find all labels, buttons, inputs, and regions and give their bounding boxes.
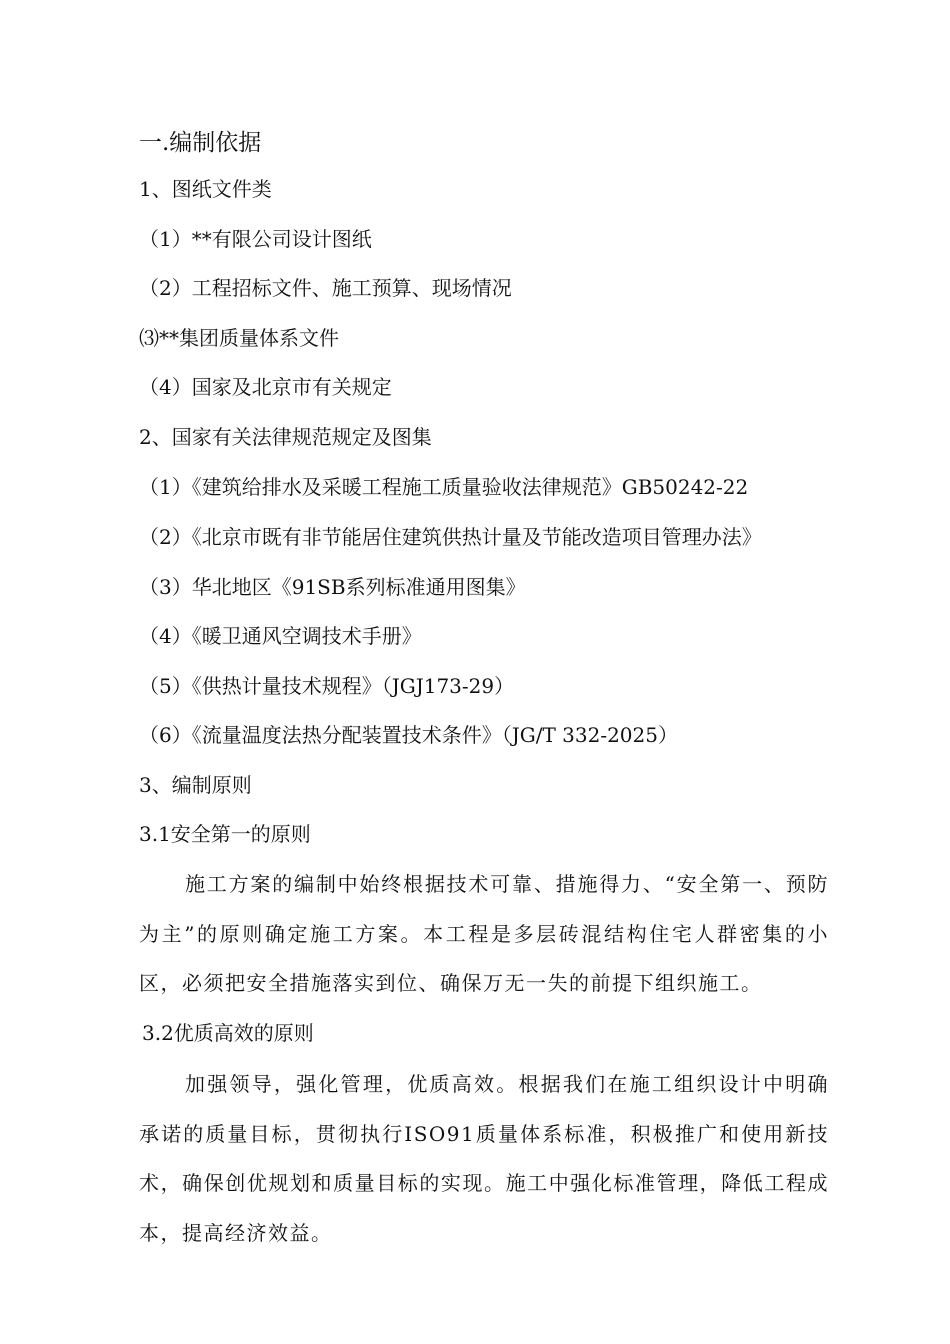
section1-item: （1）**有限公司设计图纸 bbox=[139, 227, 372, 251]
subsection-3-2-title: 3.2优质高效的原则 bbox=[142, 1021, 314, 1045]
section2-item: （6）《流量温度法热分配装置技术条件》（JG/T 332-2025） bbox=[139, 723, 678, 747]
section2-item: （2）《北京市既有非节能居住建筑供热计量及节能改造项目管理办法》 bbox=[139, 525, 762, 549]
section2-item: （3）华北地区《91SB系列标准通用图集》 bbox=[139, 575, 526, 599]
section2-item: （5）《供热计量技术规程》（JGJ173-29） bbox=[139, 674, 515, 698]
section2-title: 2、国家有关法律规范规定及图集 bbox=[139, 425, 432, 449]
subsection-3-1-body: 施工方案的编制中始终根据技术可靠、措施得力、“安全第一、预防为主”的原则确定施工方案。本工程是多层砖混结构住宅人群密集的小区，必须把安全措施落实到位、确保万无一失的前提下组织施工。 bbox=[139, 872, 829, 995]
section1-item: ⑶**集团质量体系文件 bbox=[139, 326, 339, 350]
section2-item: （1）《建筑给排水及采暖工程施工质量验收法律规范》GB50242-22 bbox=[139, 475, 749, 499]
section2-item: （4）《暖卫通风空调技术手册》 bbox=[139, 624, 422, 648]
subsection-3-2-body: 加强领导，强化管理，优质高效。根据我们在施工组织设计中明确承诺的质量目标，贯彻执行ISO91质量体系标准，积极推广和使用新技术，确保创优规划和质量目标的实现。施工中强化标准管理，降低工程成本，提高经济效益。 bbox=[139, 1072, 829, 1245]
section3-title: 3、编制原则 bbox=[139, 773, 252, 797]
section1-item: （2）工程招标文件、施工预算、现场情况 bbox=[139, 276, 512, 300]
subsection-3-1-title: 3.1安全第一的原则 bbox=[139, 822, 311, 846]
section-heading: 一.编制依据 bbox=[139, 130, 262, 156]
section1-title: 1、图纸文件类 bbox=[139, 177, 272, 201]
section1-item: （4）国家及北京市有关规定 bbox=[139, 375, 392, 399]
